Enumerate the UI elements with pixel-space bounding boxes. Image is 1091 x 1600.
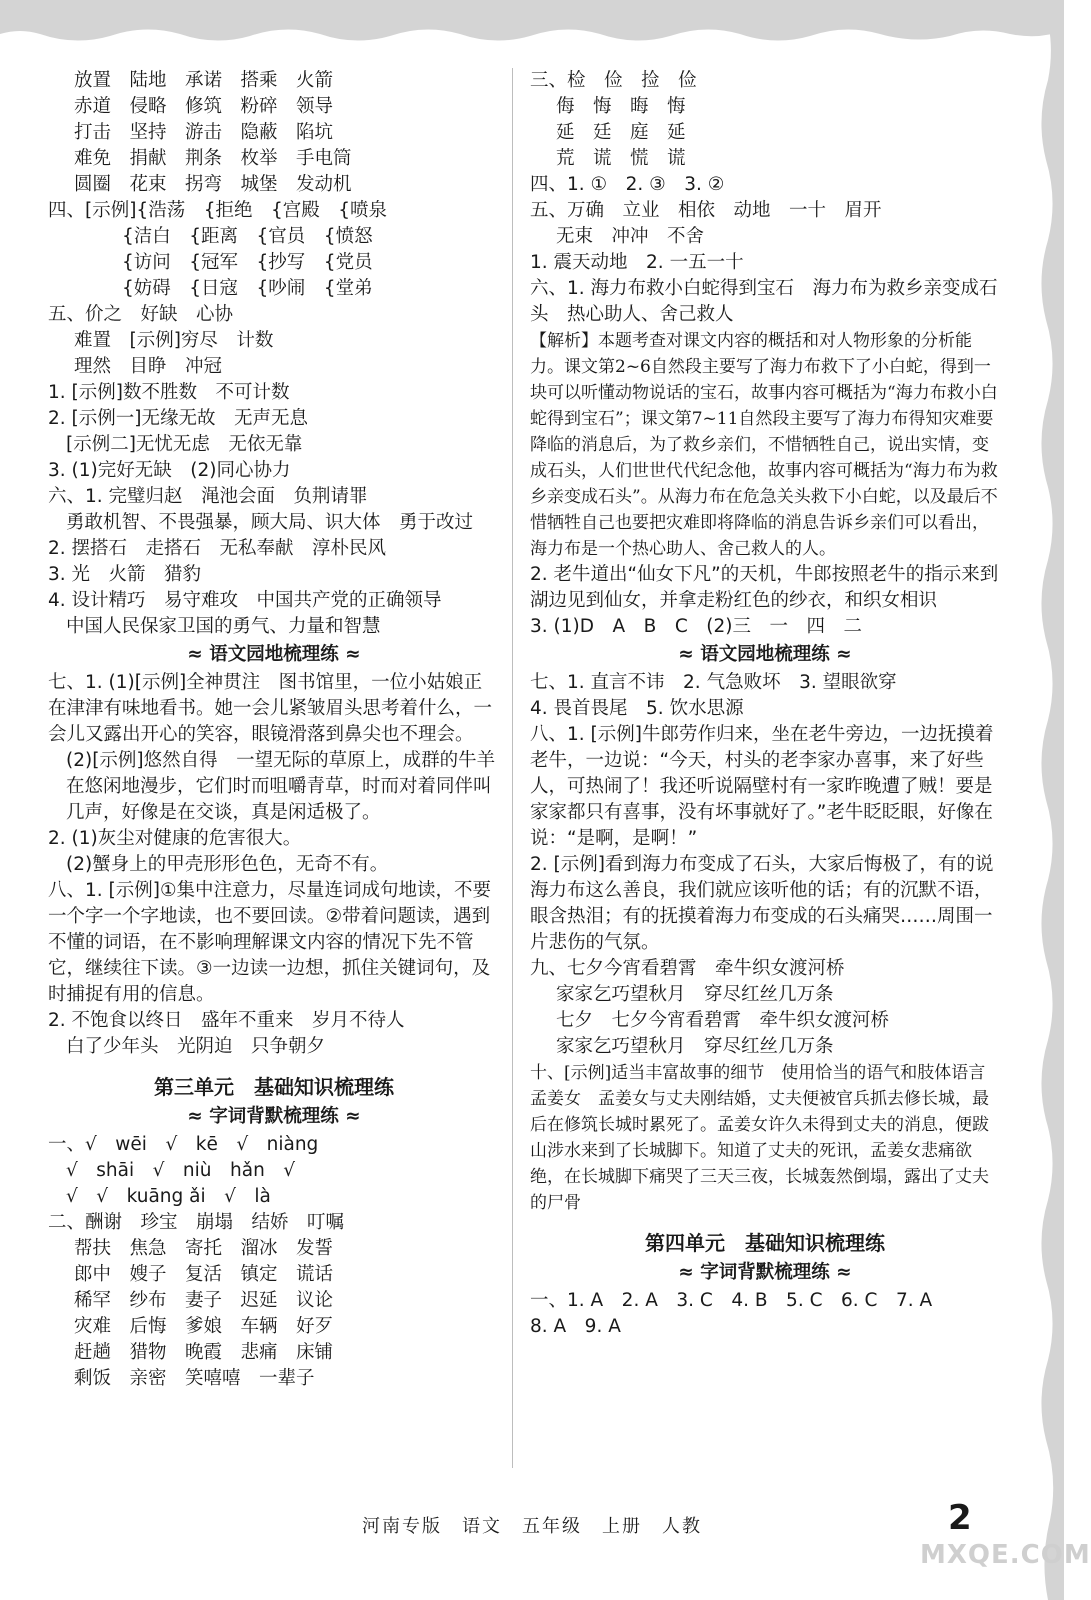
answer-line: 十、[示例]适当丰富故事的细节 使用恰当的语气和肢体语言 孟姜女 孟姜女与丈夫刚结婚，丈夫便被官兵抓去修长城，最后在修筑长城时累死了。孟姜女许久未得到丈夫的消息，便跋山涉水来到了长城脚下。知道了丈夫的死讯，孟姜女悲痛欲绝，在长城脚下痛哭了三天三夜，长城轰然倒塌，露出了丈夫的尸骨: [530, 1063, 1003, 1213]
answer-line: 4. 设计精巧 易守难攻 中国共产党的正确领导: [48, 590, 442, 611]
answer-line: {访问 {冠军 {抄写 {党员: [48, 252, 373, 273]
answer-line: √ shāi √ niù hǎn √: [66, 1160, 296, 1181]
answer-line: 侮 悔 晦 悔: [556, 96, 686, 117]
answer-line: 8. A 9. A: [530, 1316, 621, 1337]
answer-line: 剩饭 亲密 笑嘻嘻 一辈子: [74, 1368, 315, 1389]
page-footer: 河南专版 语文 五年级 上册 人教: [362, 1516, 702, 1537]
answer-line: 放置 陆地 承诺 搭乘 火箭: [74, 70, 334, 91]
answer-line: 四、[示例]{浩荡 {拒绝 {宫殿 {喷泉: [48, 200, 388, 221]
answer-line: (2)[示例]悠然自得 一望无际的草原上，成群的牛羊在悠闲地漫步，它们时而咀嚼青草，时而对着同伴叫几声，好像是在交谈，真是闲适极了。: [66, 750, 496, 823]
answer-line: 帮扶 焦急 寄托 溜冰 发誓: [74, 1238, 334, 1259]
answer-line: 七、1. 直言不讳 2. 气急败坏 3. 望眼欲穿: [530, 672, 897, 693]
answer-line: 家家乞巧望秋月 穿尽红丝几万条: [556, 984, 834, 1005]
page-number: 2: [948, 1498, 972, 1538]
torn-edge-top: [0, 0, 1064, 48]
answer-line: 白了少年头 光阴迫 只争朝夕: [66, 1036, 326, 1057]
answer-line: 理然 目睁 冲冠: [74, 356, 223, 377]
answer-line: 4. 畏首畏尾 5. 饮水思源: [530, 698, 744, 719]
answer-line: 荒 谎 慌 谎: [556, 148, 686, 169]
answer-line: 2. [示例]看到海力布变成了石头，大家后悔极了，有的说海力布这么善良，我们就应该听他的话；有的沉默不语，眼含热泪；有的抚摸着海力布变成的石头痛哭……周围一片悲伤的气氛。: [530, 854, 994, 953]
answer-line: 2. 不饱食以终日 盛年不重来 岁月不待人: [48, 1010, 405, 1031]
section-heading: ≈ 字词背默梳理练 ≈: [678, 1262, 852, 1283]
answer-line: 二、酬谢 珍宝 崩塌 结娇 叮嘱: [48, 1212, 345, 1233]
answer-line: 2. 老牛道出“仙女下凡”的天机，牛郎按照老牛的指示来到湖边见到仙女，并拿走粉红色的纱衣，和织女相识: [530, 564, 999, 611]
unit-heading: 第四单元 基础知识梳理练: [645, 1231, 885, 1255]
column-divider: [512, 68, 513, 1468]
answer-line: 中国人民保家卫国的勇气、力量和智慧: [66, 616, 381, 637]
answer-line: 【解析】本题考查对课文内容的概括和对人物形象的分析能力。课文第2~6自然段主要写了海力布救下了小白蛇，得到一块可以听懂动物说话的宝石，故事内容可概括为“海力布救小白蛇得到宝石”；课文第7~11自然段主要写了海力布得知灾难要降临的消息后，为了救乡亲们，不惜牺牲自己，说出实情，变成石头，人们世世代代纪念他，故事内容可概括为“海力布为救乡亲变成石头”。从海力布在危急关头救下小白蛇，以及最后不惜牺牲自己也要把灾难即将降临的消息告诉乡亲们可以看出，海力布是一个热心助人、舍己救人的人。: [530, 331, 998, 559]
answer-line: 难免 捐献 荆条 枚举 手电筒: [74, 148, 352, 169]
section-heading: ≈ 语文园地梳理练 ≈: [187, 644, 361, 665]
answer-line: 一、1. A 2. A 3. C 4. B 5. C 6. C 7. A: [530, 1290, 933, 1311]
answer-line: 九、七夕今宵看碧霄 牵牛织女渡河桥: [530, 958, 845, 979]
answer-line: 1. [示例]数不胜数 不可计数: [48, 382, 290, 403]
answer-line: {洁白 {距离 {官员 {愤怒: [48, 226, 373, 247]
answer-line: 延 廷 庭 延: [556, 122, 686, 143]
answer-line: 七、1. (1)[示例]全神贯注 图书馆里，一位小姑娘正在津津有味地看书。她一会儿紧皱眉头思考着什么，一会儿又露出开心的笑容，眼镜滑落到鼻尖也不理会。: [48, 672, 493, 745]
left-column: [48, 68, 500, 1392]
answer-line: 3. (1)完好无缺 (2)同心协力: [48, 460, 291, 481]
section-heading: ≈ 字词背默梳理练 ≈: [187, 1106, 361, 1127]
answer-line: 2. [示例一]无缘无故 无声无息: [48, 408, 308, 429]
answer-line: 六、1. 完璧归赵 渑池会面 负荆请罪: [48, 486, 368, 507]
answer-line: [示例二]无忧无虑 无依无靠: [66, 434, 303, 455]
right-column: [530, 68, 1003, 1340]
answer-line: 八、1. [示例]牛郎劳作归来，坐在老牛旁边，一边抚摸着老牛，一边说：“今天，村头的老李家办喜事，来了好些人，可热闹了！我还听说隔壁村有一家昨晚遭了贼！要是家家都只有喜事，没有坏事就好了。”老牛眨眨眼，好像在说：“是啊，是啊！”: [530, 724, 994, 849]
answer-line: 3. 光 火箭 猎豹: [48, 564, 202, 585]
torn-edge-right: [1012, 0, 1064, 1600]
section-heading: ≈ 语文园地梳理练 ≈: [678, 644, 852, 665]
answer-line: 赤道 侵略 修筑 粉碎 领导: [74, 96, 334, 117]
answer-line: 六、1. 海力布救小白蛇得到宝石 海力布为救乡亲变成石头 热心助人、舍己救人: [530, 278, 998, 325]
answer-line: 2. 摆搭石 走搭石 无私奉献 淳朴民风: [48, 538, 387, 559]
answer-line: 八、1. [示例]①集中注意力，尽量连词成句地读，不要一个字一个字地读，也不要回读。②带着问题读，遇到不懂的词语，在不影响理解课文内容的情况下先不管它，继续往下读。③一边读一边想，抓住关键词句，及时捕捉有用的信息。: [48, 880, 492, 1005]
answer-line: 2. (1)灰尘对健康的危害很大。: [48, 828, 302, 849]
answer-line: 四、1. ① 2. ③ 3. ②: [530, 174, 725, 195]
answer-line: 3. (1)D A B C (2)三 一 四 二: [530, 616, 862, 637]
answer-line: 打击 坚持 游击 隐蔽 陷坑: [74, 122, 334, 143]
answer-line: 三、检 俭 捡 俭: [530, 70, 697, 91]
answer-line: 家家乞巧望秋月 穿尽红丝几万条: [556, 1036, 834, 1057]
answer-line: 五、万确 立业 相依 动地 一十 眉开: [530, 200, 882, 221]
answer-line: 无束 冲冲 不舍: [556, 226, 705, 247]
answer-line: {妨碍 {日寇 {吵闹 {堂弟: [48, 278, 373, 299]
answer-line: 郎中 嫂子 复活 镇定 谎话: [74, 1264, 334, 1285]
answer-line: 1. 震天动地 2. 一五一十: [530, 252, 744, 273]
answer-line: 圆圈 花束 拐弯 城堡 发动机: [74, 174, 352, 195]
answer-line: 七夕 七夕今宵看碧霄 牵牛织女渡河桥: [556, 1010, 890, 1031]
answer-line: 五、价之 好缺 心协: [48, 304, 234, 325]
answer-line: √ √ kuāng ǎi √ là: [66, 1186, 271, 1207]
answer-line: 难置 [示例]穷尽 计数: [74, 330, 274, 351]
answer-line: 赶趟 猎物 晚霞 悲痛 床铺: [74, 1342, 334, 1363]
answer-line: 一、√ wēi √ kē √ niàng: [48, 1134, 319, 1155]
answer-line: 稀罕 纱布 妻子 迟延 议论: [74, 1290, 334, 1311]
answer-line: 勇敢机智、不畏强暴，顾大局、识大体 勇于改过: [66, 512, 474, 533]
watermark: MXQE.COM: [920, 1540, 1091, 1570]
unit-heading: 第三单元 基础知识梳理练: [154, 1075, 394, 1099]
answer-line: 灾难 后悔 爹娘 车辆 好歹: [74, 1316, 334, 1337]
answer-line: (2)蟹身上的甲壳形形色色，无奇不有。: [66, 854, 389, 875]
